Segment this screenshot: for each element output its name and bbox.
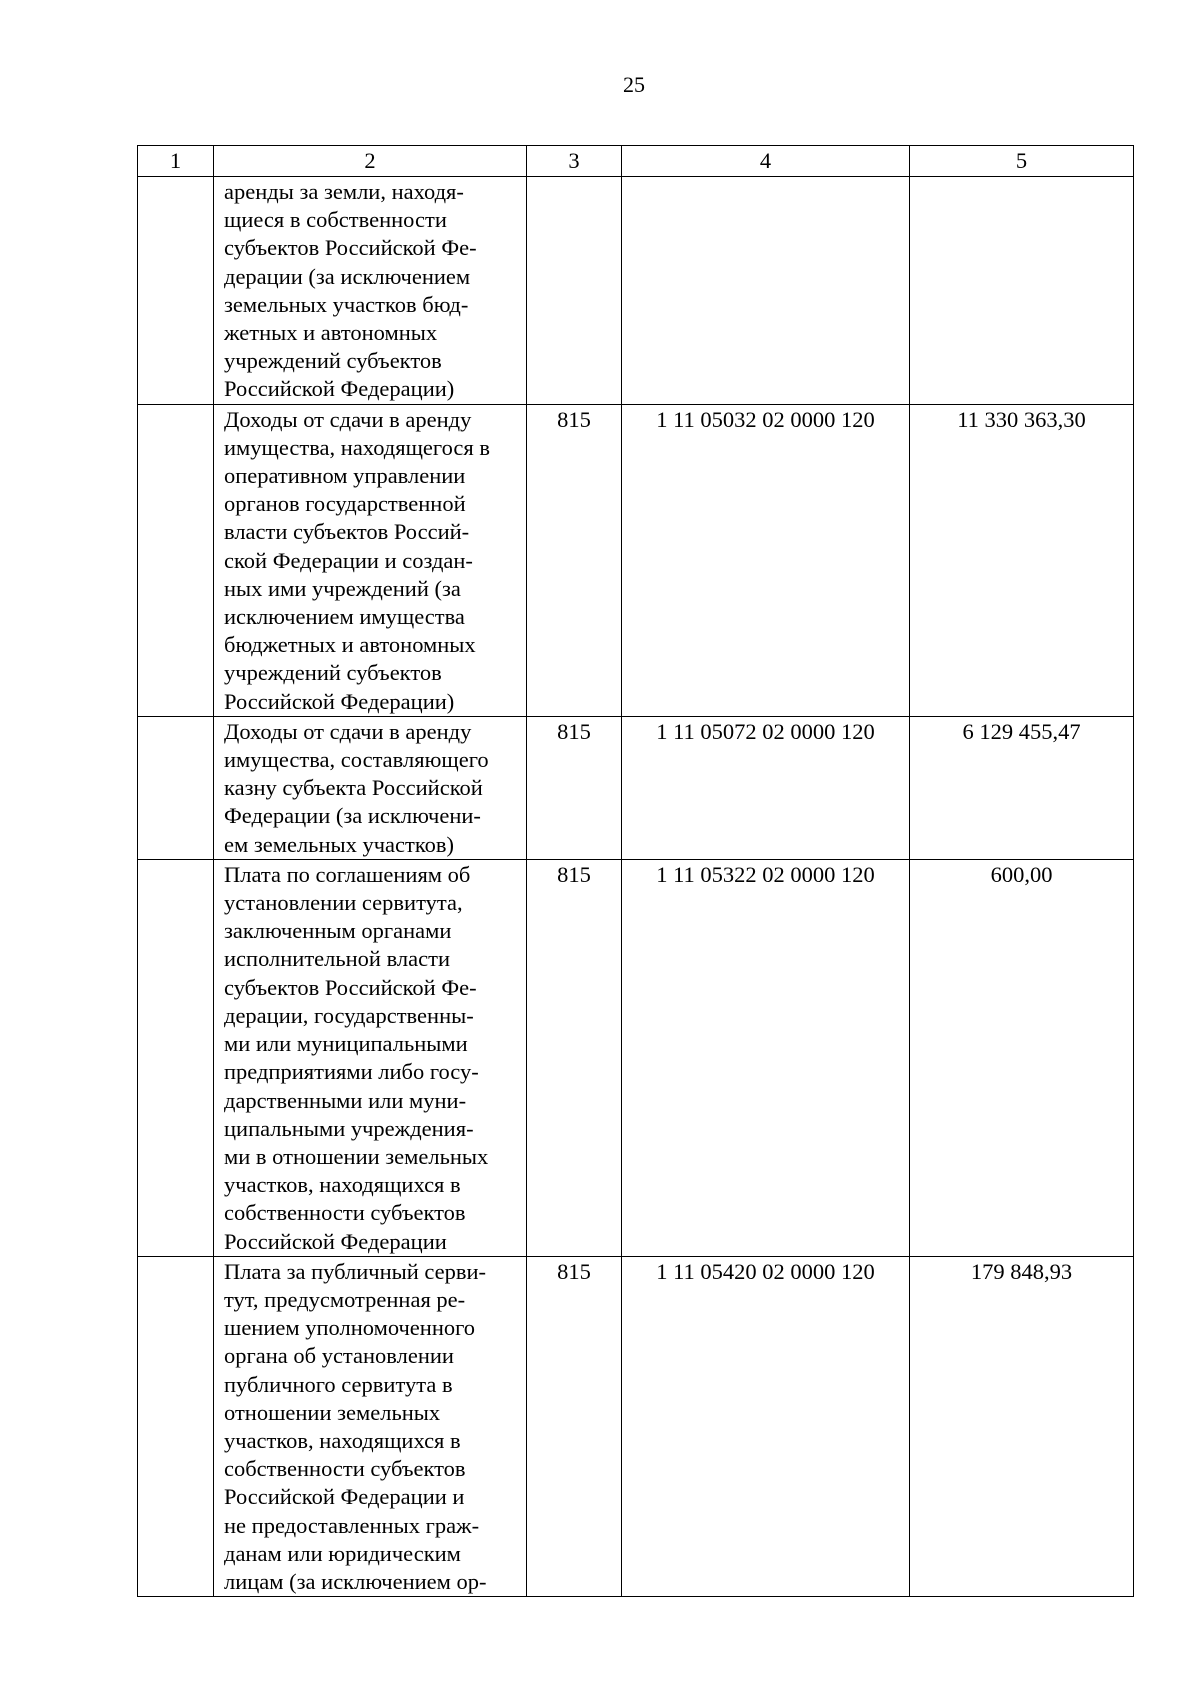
description-cell: Плата по соглашениям об установлении сервитута, заключенным органами исполнительной власти субъектов Российской Фе- дерации, государственны- ми или муниципальными предприятиями либо госу- дарственными или муни- ципальными учреждения- ми в отношении земельных участков, находящихся в собственности субъектов Российской Федерации [214, 859, 527, 1256]
amount-cell: 6 129 455,47 [910, 716, 1134, 859]
amount-cell: 11 330 363,30 [910, 404, 1134, 716]
row-number-cell [138, 1256, 214, 1596]
amount-cell: 179 848,93 [910, 1256, 1134, 1596]
row-number-cell [138, 859, 214, 1256]
page-number: 25 [623, 72, 645, 97]
column-header-3: 3 [527, 146, 622, 177]
description-cell: Доходы от сдачи в аренду имущества, составляющего казну субъекта Российской Федерации (за исключени- ем земельных участков) [214, 716, 527, 859]
table-row [138, 177, 1134, 405]
revenue-table [137, 145, 1134, 1597]
amount-cell: 600,00 [910, 859, 1134, 1256]
row-number-cell [138, 404, 214, 716]
column-header-1: 1 [138, 146, 214, 177]
row-number-cell [138, 716, 214, 859]
table-row [138, 1256, 1134, 1596]
kbk-code-cell: 1 11 05032 02 0000 120 [622, 404, 910, 716]
kbk-code-cell [622, 177, 910, 405]
column-header-5: 5 [910, 146, 1134, 177]
table-row [138, 404, 1134, 716]
description-cell: Доходы от сдачи в аренду имущества, находящегося в оперативном управлении органов государственной власти субъектов Россий- ской Федерации и создан- ных ими учреждений (за исключением имущества бюджетных и автономных учреждений субъектов Российской Федерации) [214, 404, 527, 716]
admin-code-cell: 815 [527, 716, 622, 859]
description-cell: аренды за земли, находя- щиеся в собственности субъектов Российской Фе- дерации (за исключением земельных участков бюд- жетных и автономных учреждений субъектов Российской Федерации) [214, 177, 527, 405]
table-row [138, 716, 1134, 859]
kbk-code-cell: 1 11 05420 02 0000 120 [622, 1256, 910, 1596]
admin-code-cell: 815 [527, 1256, 622, 1596]
column-header-2: 2 [214, 146, 527, 177]
kbk-code-cell: 1 11 05072 02 0000 120 [622, 716, 910, 859]
admin-code-cell: 815 [527, 404, 622, 716]
table-row [138, 859, 1134, 1256]
row-number-cell [138, 177, 214, 405]
admin-code-cell [527, 177, 622, 405]
amount-cell [910, 177, 1134, 405]
column-header-4: 4 [622, 146, 910, 177]
kbk-code-cell: 1 11 05322 02 0000 120 [622, 859, 910, 1256]
admin-code-cell: 815 [527, 859, 622, 1256]
table-header-row [138, 146, 1134, 177]
description-cell: Плата за публичный серви- тут, предусмотренная ре- шением уполномоченного органа об установлении публичного сервитута в отношении земельных участков, находящихся в собственности субъектов Российской Федерации и не предоставленных граж- данам или юридическим лицам (за исключением ор- [214, 1256, 527, 1596]
